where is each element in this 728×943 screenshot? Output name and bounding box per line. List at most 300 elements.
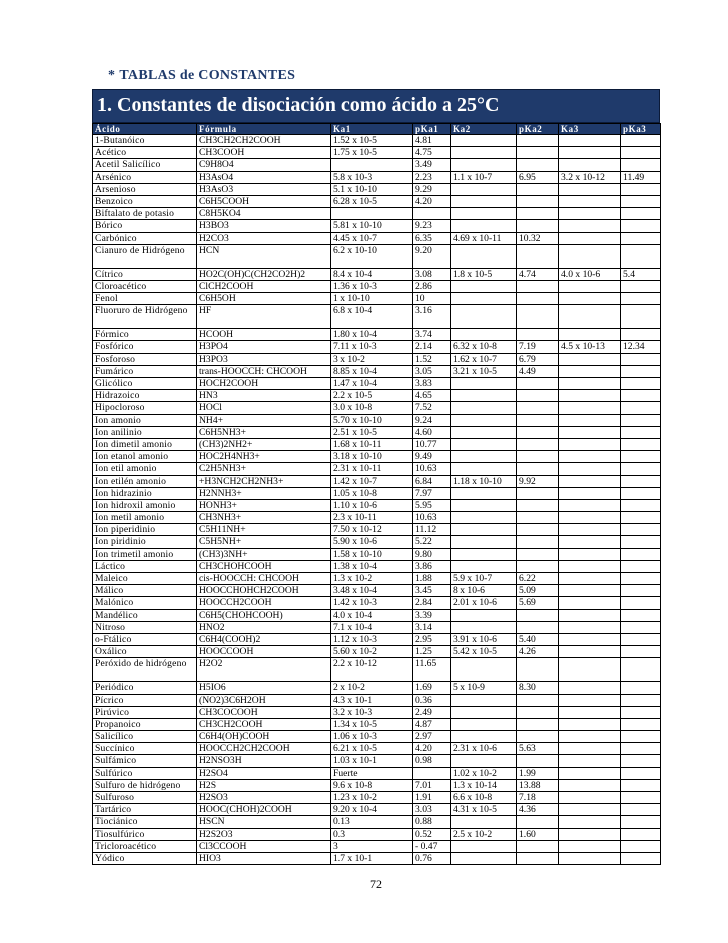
cell-ka1: 9.6 x 10-8 bbox=[331, 779, 413, 791]
cell-ka2: 1.8 x 10-5 bbox=[451, 268, 517, 280]
cell-pka2 bbox=[517, 852, 559, 864]
cell-ka3 bbox=[559, 183, 621, 195]
cell-ka2: 4.69 x 10-11 bbox=[451, 232, 517, 244]
cell-ka2 bbox=[451, 694, 517, 706]
cell-pka3 bbox=[621, 852, 661, 864]
cell-ka1: 1.12 x 10-3 bbox=[331, 633, 413, 645]
table-row bbox=[93, 426, 661, 438]
cell-ka2 bbox=[451, 159, 517, 171]
cell-pka2 bbox=[517, 402, 559, 414]
cell-ka3 bbox=[559, 365, 621, 377]
cell-pka2 bbox=[517, 426, 559, 438]
cell-pka1: 1.25 bbox=[413, 646, 451, 658]
col-header: Ka3 bbox=[559, 124, 621, 135]
cell-ka2 bbox=[451, 390, 517, 402]
cell-pka3 bbox=[621, 524, 661, 536]
cell-pka3 bbox=[621, 792, 661, 804]
cell-ka3 bbox=[559, 779, 621, 791]
cell-pka1: 10.77 bbox=[413, 438, 451, 450]
cell-acid-name: Ion etanol amonio bbox=[93, 451, 197, 463]
cell-formula: CH3CH2CH2COOH bbox=[197, 135, 331, 147]
cell-formula: C6H4(COOH)2 bbox=[197, 633, 331, 645]
cell-pka3 bbox=[621, 183, 661, 195]
cell-pka2 bbox=[517, 755, 559, 767]
table-row bbox=[93, 585, 661, 597]
cell-pka3 bbox=[621, 706, 661, 718]
cell-formula: CH3CH2COOH bbox=[197, 718, 331, 730]
cell-ka2 bbox=[451, 706, 517, 718]
cell-pka1: 10.63 bbox=[413, 512, 451, 524]
cell-acid-name: Bórico bbox=[93, 220, 197, 232]
cell-acid-name: Succínico bbox=[93, 743, 197, 755]
cell-pka3 bbox=[621, 512, 661, 524]
cell-acid-name: Hidrazoico bbox=[93, 390, 197, 402]
cell-pka1: 3.16 bbox=[413, 305, 451, 329]
cell-pka1: 9.49 bbox=[413, 451, 451, 463]
cell-ka3 bbox=[559, 658, 621, 682]
table-row bbox=[93, 268, 661, 280]
col-header: Ka2 bbox=[451, 124, 517, 135]
cell-formula: H2SO4 bbox=[197, 767, 331, 779]
cell-ka1: 1.03 x 10-1 bbox=[331, 755, 413, 767]
cell-pka3 bbox=[621, 451, 661, 463]
cell-ka3 bbox=[559, 646, 621, 658]
cell-formula: ClCH2COOH bbox=[197, 280, 331, 292]
table-header-row bbox=[93, 124, 661, 135]
table-row bbox=[93, 706, 661, 718]
cell-pka3 bbox=[621, 658, 661, 682]
cell-ka1: 2.31 x 10-11 bbox=[331, 463, 413, 475]
cell-ka2: 1.62 x 10-7 bbox=[451, 353, 517, 365]
cell-ka1: 1.42 x 10-7 bbox=[331, 475, 413, 487]
cell-ka1: 7.11 x 10-3 bbox=[331, 341, 413, 353]
cell-pka2 bbox=[517, 329, 559, 341]
cell-formula: HCN bbox=[197, 244, 331, 268]
table-row bbox=[93, 779, 661, 791]
page-title: 1. Constantes de disociación como ácido a 25°C bbox=[97, 94, 500, 116]
table-row bbox=[93, 402, 661, 414]
cell-formula: C5H5NH+ bbox=[197, 536, 331, 548]
cell-ka1: 1.42 x 10-3 bbox=[331, 597, 413, 609]
table-row bbox=[93, 816, 661, 828]
cell-pka3 bbox=[621, 244, 661, 268]
cell-pka1: 10 bbox=[413, 293, 451, 305]
table-row bbox=[93, 755, 661, 767]
cell-formula: H2S bbox=[197, 779, 331, 791]
table-row bbox=[93, 305, 661, 329]
cell-acid-name: Salicílico bbox=[93, 731, 197, 743]
table-row bbox=[93, 731, 661, 743]
cell-ka2 bbox=[451, 183, 517, 195]
cell-pka2: 5.63 bbox=[517, 743, 559, 755]
cell-pka3 bbox=[621, 414, 661, 426]
cell-ka2 bbox=[451, 718, 517, 730]
cell-ka1: 6.2 x 10-10 bbox=[331, 244, 413, 268]
cell-ka3 bbox=[559, 731, 621, 743]
cell-ka2: 1.18 x 10-10 bbox=[451, 475, 517, 487]
cell-ka2 bbox=[451, 305, 517, 329]
cell-ka2 bbox=[451, 135, 517, 147]
cell-acid-name: Glicólico bbox=[93, 378, 197, 390]
cell-acid-name: Ion dimetil amonio bbox=[93, 438, 197, 450]
cell-pka1: 1.88 bbox=[413, 573, 451, 585]
cell-pka1: 7.01 bbox=[413, 779, 451, 791]
table-row bbox=[93, 840, 661, 852]
table-row bbox=[93, 195, 661, 207]
cell-pka2: 6.79 bbox=[517, 353, 559, 365]
cell-ka1: 8.4 x 10-4 bbox=[331, 268, 413, 280]
cell-pka3 bbox=[621, 220, 661, 232]
cell-acid-name: Cítrico bbox=[93, 268, 197, 280]
cell-ka2 bbox=[451, 280, 517, 292]
cell-ka2 bbox=[451, 147, 517, 159]
cell-ka3 bbox=[559, 573, 621, 585]
cell-pka2: 1.99 bbox=[517, 767, 559, 779]
col-header: pKa2 bbox=[517, 124, 559, 135]
cell-pka2 bbox=[517, 536, 559, 548]
cell-ka3 bbox=[559, 244, 621, 268]
cell-pka1: 11.65 bbox=[413, 658, 451, 682]
cell-ka2: 2.31 x 10-6 bbox=[451, 743, 517, 755]
cell-formula: HOOC(CHOH)2COOH bbox=[197, 804, 331, 816]
table-row bbox=[93, 573, 661, 585]
cell-ka3 bbox=[559, 743, 621, 755]
cell-ka2: 1.1 x 10-7 bbox=[451, 171, 517, 183]
cell-ka1: 9.20 x 10-4 bbox=[331, 804, 413, 816]
cell-acid-name: Fenol bbox=[93, 293, 197, 305]
table-row bbox=[93, 804, 661, 816]
cell-ka2: 2.5 x 10-2 bbox=[451, 828, 517, 840]
cell-pka2 bbox=[517, 378, 559, 390]
cell-acid-name: Carbónico bbox=[93, 232, 197, 244]
cell-acid-name: Láctico bbox=[93, 560, 197, 572]
cell-acid-name: Málico bbox=[93, 585, 197, 597]
cell-ka2: 6.6 x 10-8 bbox=[451, 792, 517, 804]
cell-ka1: 5.90 x 10-6 bbox=[331, 536, 413, 548]
cell-acid-name: Acetil Salicílico bbox=[93, 159, 197, 171]
cell-ka1: 1.52 x 10-5 bbox=[331, 135, 413, 147]
cell-ka1: 0.13 bbox=[331, 816, 413, 828]
cell-pka1: 1.52 bbox=[413, 353, 451, 365]
cell-ka3 bbox=[559, 694, 621, 706]
cell-pka2 bbox=[517, 451, 559, 463]
cell-ka3 bbox=[559, 755, 621, 767]
cell-ka3 bbox=[559, 305, 621, 329]
cell-pka2 bbox=[517, 694, 559, 706]
cell-ka3 bbox=[559, 280, 621, 292]
cell-pka3 bbox=[621, 135, 661, 147]
cell-pka2 bbox=[517, 658, 559, 682]
cell-pka3 bbox=[621, 804, 661, 816]
cell-pka3 bbox=[621, 195, 661, 207]
cell-ka2: 5.42 x 10-5 bbox=[451, 646, 517, 658]
cell-pka2: 4.74 bbox=[517, 268, 559, 280]
cell-acid-name: Sulfámico bbox=[93, 755, 197, 767]
cell-ka1: 1 x 10-10 bbox=[331, 293, 413, 305]
table-row bbox=[93, 536, 661, 548]
cell-pka1: 0.36 bbox=[413, 694, 451, 706]
cell-pka2 bbox=[517, 208, 559, 220]
cell-ka1: 5.60 x 10-2 bbox=[331, 646, 413, 658]
cell-formula: HF bbox=[197, 305, 331, 329]
cell-acid-name: Cloroacético bbox=[93, 280, 197, 292]
table-row bbox=[93, 220, 661, 232]
cell-pka1: 9.20 bbox=[413, 244, 451, 268]
cell-ka3 bbox=[559, 706, 621, 718]
cell-ka1: 5.70 x 10-10 bbox=[331, 414, 413, 426]
table-row bbox=[93, 646, 661, 658]
cell-formula: HN3 bbox=[197, 390, 331, 402]
cell-ka2 bbox=[451, 816, 517, 828]
cell-pka1: 3.86 bbox=[413, 560, 451, 572]
cell-formula: (NO2)3C6H2OH bbox=[197, 694, 331, 706]
section-subtitle bbox=[108, 68, 295, 84]
cell-formula: C2H5NH3+ bbox=[197, 463, 331, 475]
cell-ka1: 2.51 x 10-5 bbox=[331, 426, 413, 438]
cell-formula: H3AsO3 bbox=[197, 183, 331, 195]
cell-pka1: 9.80 bbox=[413, 548, 451, 560]
cell-formula: cis-HOOCCH: CHCOOH bbox=[197, 573, 331, 585]
cell-acid-name: Mandélico bbox=[93, 609, 197, 621]
cell-pka2 bbox=[517, 305, 559, 329]
cell-ka2: 8 x 10-6 bbox=[451, 585, 517, 597]
cell-pka3 bbox=[621, 609, 661, 621]
cell-pka2 bbox=[517, 244, 559, 268]
cell-formula: CH3CHOHCOOH bbox=[197, 560, 331, 572]
table-row bbox=[93, 718, 661, 730]
cell-pka1: 4.81 bbox=[413, 135, 451, 147]
cell-pka1: 4.75 bbox=[413, 147, 451, 159]
cell-pka1: 3.39 bbox=[413, 609, 451, 621]
cell-ka1: 5.81 x 10-10 bbox=[331, 220, 413, 232]
cell-formula: H3PO4 bbox=[197, 341, 331, 353]
cell-pka2 bbox=[517, 524, 559, 536]
cell-pka3 bbox=[621, 743, 661, 755]
cell-pka3 bbox=[621, 694, 661, 706]
table-row bbox=[93, 852, 661, 864]
cell-pka3 bbox=[621, 329, 661, 341]
cell-pka1: 4.87 bbox=[413, 718, 451, 730]
cell-ka2 bbox=[451, 293, 517, 305]
table-row bbox=[93, 633, 661, 645]
cell-ka1: 2.2 x 10-5 bbox=[331, 390, 413, 402]
table-row bbox=[93, 438, 661, 450]
cell-ka3: 4.5 x 10-13 bbox=[559, 341, 621, 353]
cell-formula: H2NNH3+ bbox=[197, 487, 331, 499]
cell-ka2 bbox=[451, 208, 517, 220]
cell-formula: HNO2 bbox=[197, 621, 331, 633]
cell-pka1: 1.91 bbox=[413, 792, 451, 804]
cell-ka3 bbox=[559, 426, 621, 438]
cell-formula: C6H5NH3+ bbox=[197, 426, 331, 438]
cell-ka2 bbox=[451, 731, 517, 743]
cell-ka1: 0.3 bbox=[331, 828, 413, 840]
cell-pka2 bbox=[517, 609, 559, 621]
cell-pka3 bbox=[621, 597, 661, 609]
cell-pka1 bbox=[413, 767, 451, 779]
cell-ka1: 7.1 x 10-4 bbox=[331, 621, 413, 633]
cell-pka3 bbox=[621, 682, 661, 694]
cell-acid-name: Yódico bbox=[93, 852, 197, 864]
cell-pka3 bbox=[621, 646, 661, 658]
cell-pka2 bbox=[517, 718, 559, 730]
cell-ka2 bbox=[451, 658, 517, 682]
cell-pka3 bbox=[621, 573, 661, 585]
cell-ka3 bbox=[559, 816, 621, 828]
cell-ka3 bbox=[559, 487, 621, 499]
cell-formula: HO2C(OH)C(CH2CO2H)2 bbox=[197, 268, 331, 280]
cell-pka2: 13.88 bbox=[517, 779, 559, 791]
cell-pka3 bbox=[621, 402, 661, 414]
cell-formula: C6H5COOH bbox=[197, 195, 331, 207]
cell-ka3 bbox=[559, 220, 621, 232]
cell-ka3 bbox=[559, 512, 621, 524]
cell-ka3 bbox=[559, 682, 621, 694]
cell-ka1: 3 bbox=[331, 840, 413, 852]
cell-pka1: 6.84 bbox=[413, 475, 451, 487]
cell-pka2: 6.22 bbox=[517, 573, 559, 585]
cell-ka1: 1.05 x 10-8 bbox=[331, 487, 413, 499]
cell-pka2: 6.95 bbox=[517, 171, 559, 183]
cell-acid-name: Biftalato de potasio bbox=[93, 208, 197, 220]
cell-ka1: 3 x 10-2 bbox=[331, 353, 413, 365]
cell-ka2 bbox=[451, 621, 517, 633]
cell-acid-name: Peróxido de hidrógeno bbox=[93, 658, 197, 682]
cell-pka2 bbox=[517, 195, 559, 207]
cell-formula: HOC2H4NH3+ bbox=[197, 451, 331, 463]
cell-formula: HOCl bbox=[197, 402, 331, 414]
cell-pka3 bbox=[621, 840, 661, 852]
cell-acid-name: Malónico bbox=[93, 597, 197, 609]
cell-pka1: 9.23 bbox=[413, 220, 451, 232]
cell-ka3 bbox=[559, 597, 621, 609]
table-row bbox=[93, 135, 661, 147]
cell-pka2: 5.69 bbox=[517, 597, 559, 609]
cell-ka2 bbox=[451, 755, 517, 767]
cell-acid-name: Sulfuro de hidrógeno bbox=[93, 779, 197, 791]
cell-ka1: 1.34 x 10-5 bbox=[331, 718, 413, 730]
cell-pka1: 7.52 bbox=[413, 402, 451, 414]
subtitle-star: * bbox=[108, 68, 116, 83]
cell-ka1: 2 x 10-2 bbox=[331, 682, 413, 694]
table-row bbox=[93, 147, 661, 159]
cell-pka2 bbox=[517, 706, 559, 718]
cell-ka3 bbox=[559, 293, 621, 305]
cell-pka1: 2.23 bbox=[413, 171, 451, 183]
cell-ka1: 1.47 x 10-4 bbox=[331, 378, 413, 390]
table-row bbox=[93, 159, 661, 171]
cell-acid-name: Sulfuroso bbox=[93, 792, 197, 804]
cell-acid-name: Ion hidrazinio bbox=[93, 487, 197, 499]
cell-pka3 bbox=[621, 731, 661, 743]
table-row bbox=[93, 341, 661, 353]
cell-formula: HOOCCH2CH2COOH bbox=[197, 743, 331, 755]
cell-ka2: 4.31 x 10-5 bbox=[451, 804, 517, 816]
cell-pka2: 1.60 bbox=[517, 828, 559, 840]
cell-pka3 bbox=[621, 365, 661, 377]
cell-ka3 bbox=[559, 402, 621, 414]
cell-ka3 bbox=[559, 548, 621, 560]
cell-ka2: 6.32 x 10-8 bbox=[451, 341, 517, 353]
cell-pka2 bbox=[517, 280, 559, 292]
cell-pka3 bbox=[621, 293, 661, 305]
cell-pka1: 5.22 bbox=[413, 536, 451, 548]
cell-pka1: 3.49 bbox=[413, 159, 451, 171]
cell-formula: C8H5KO4 bbox=[197, 208, 331, 220]
cell-ka3 bbox=[559, 804, 621, 816]
cell-ka2 bbox=[451, 451, 517, 463]
cell-pka2 bbox=[517, 840, 559, 852]
cell-ka1: 2.2 x 10-12 bbox=[331, 658, 413, 682]
cell-pka3 bbox=[621, 147, 661, 159]
cell-formula: C6H5OH bbox=[197, 293, 331, 305]
cell-acid-name: Benzoico bbox=[93, 195, 197, 207]
cell-acid-name: Fosfórico bbox=[93, 341, 197, 353]
table-row bbox=[93, 365, 661, 377]
cell-pka1: 0.76 bbox=[413, 852, 451, 864]
cell-ka3 bbox=[559, 585, 621, 597]
cell-acid-name: Fumárico bbox=[93, 365, 197, 377]
cell-ka1: 1.68 x 10-11 bbox=[331, 438, 413, 450]
cell-pka2 bbox=[517, 183, 559, 195]
table-row bbox=[93, 548, 661, 560]
cell-formula: H5IO6 bbox=[197, 682, 331, 694]
cell-pka3 bbox=[621, 280, 661, 292]
table-row bbox=[93, 414, 661, 426]
cell-ka3 bbox=[559, 524, 621, 536]
subtitle-text: TABLAS de CONSTANTES bbox=[119, 68, 296, 83]
cell-pka1: 2.97 bbox=[413, 731, 451, 743]
cell-acid-name: Arsénico bbox=[93, 171, 197, 183]
cell-formula: H3BO3 bbox=[197, 220, 331, 232]
cell-ka2: 5.9 x 10-7 bbox=[451, 573, 517, 585]
cell-formula: HSCN bbox=[197, 816, 331, 828]
cell-formula: CH3COOH bbox=[197, 147, 331, 159]
table-row bbox=[93, 609, 661, 621]
cell-acid-name: Ion etilén amonio bbox=[93, 475, 197, 487]
cell-formula: H2O2 bbox=[197, 658, 331, 682]
cell-pka3 bbox=[621, 633, 661, 645]
table-row bbox=[93, 682, 661, 694]
cell-acid-name: Acético bbox=[93, 147, 197, 159]
cell-ka3 bbox=[559, 718, 621, 730]
cell-ka3 bbox=[559, 475, 621, 487]
cell-acid-name: Ion etil amonio bbox=[93, 463, 197, 475]
cell-pka3 bbox=[621, 487, 661, 499]
cell-pka1: 0.52 bbox=[413, 828, 451, 840]
cell-formula: (CH3)3NH+ bbox=[197, 548, 331, 560]
table-row bbox=[93, 293, 661, 305]
cell-pka2 bbox=[517, 621, 559, 633]
cell-acid-name: Tricloroacético bbox=[93, 840, 197, 852]
cell-ka3 bbox=[559, 852, 621, 864]
table-row bbox=[93, 597, 661, 609]
table-row bbox=[93, 621, 661, 633]
cell-pka2 bbox=[517, 463, 559, 475]
cell-ka1: 3.2 x 10-3 bbox=[331, 706, 413, 718]
cell-acid-name: Nitroso bbox=[93, 621, 197, 633]
cell-ka3 bbox=[559, 329, 621, 341]
cell-pka3 bbox=[621, 816, 661, 828]
table-row bbox=[93, 512, 661, 524]
cell-pka2: 7.19 bbox=[517, 341, 559, 353]
cell-pka3: 12.34 bbox=[621, 341, 661, 353]
cell-acid-name: Tiociánico bbox=[93, 816, 197, 828]
cell-ka3 bbox=[559, 147, 621, 159]
cell-ka2 bbox=[451, 548, 517, 560]
col-header: Fórmula bbox=[197, 124, 331, 135]
cell-pka1: 3.05 bbox=[413, 365, 451, 377]
